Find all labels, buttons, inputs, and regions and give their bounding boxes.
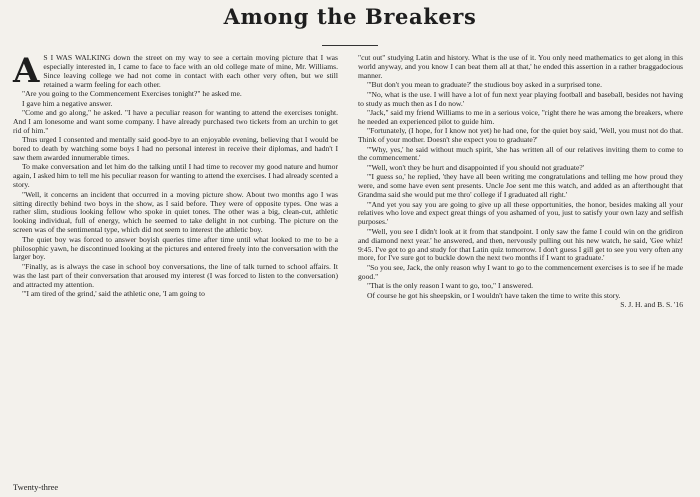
right-column [358, 54, 683, 310]
paragraph: "'But don't you mean to graduate?' the studious boy asked in a surprised tone. [367, 80, 602, 90]
paragraph: "'No, what is the use. I will have a lot of fun next year playing football and baseball, besides not having to study as much then as I do now.' [358, 89, 683, 108]
paragraph: "'And yet you say you are going to give up all these opportunities, the honor, besides making all your relatives who love and expect great things of you ashamed of you, just to satisfy your own lazy and selfish purposes.' [358, 199, 683, 227]
paragraph: "Fortunately, (I hope, for I know not yet) he had one, for the quiet boy said, 'Well, you must not do that. Think of your mother. Doesn't she expect you to graduate?' [358, 126, 683, 145]
paragraph: Thus urged I consented and mentally said good-bye to an enjoyable evening, believing that I would be bored to death by watching some boys I had no personal interest in receive their diplomas, and hadn't I saw them awarded innumerable times. [13, 135, 338, 162]
paragraph: "That is the only reason I want to go, too," I answered. [367, 281, 534, 291]
paragraph: "'Well, won't they be hurt and disappointed if you should not graduate?' [367, 162, 585, 172]
paragraph: "Jack," said my friend Williams to me in a serious voice, "right there he was among the breakers, where he needed an experienced pilot to guide him. [358, 107, 683, 126]
page-number: Twenty-three [13, 482, 59, 492]
paragraph: "'Well, you see I didn't look at it from that standpoint. I only saw the fame I could win on the gridiron and diamond next year.' he answered, and then, nervously pulling out his new watch, he said, 'Gee whiz! 9:45. I've got to go and study for that Latin quiz tomorrow. I don't guess I gill get to see you very often any more, for I've sure got to buckle down the next two months if I want to graduate.' [358, 226, 683, 263]
paragraph: S I WAS WALKING down the street on my way to see a certain moving picture that I was especially interested in, I came to face to face with an old college mate of mine, Mr. Williams. Since leaving college we had not come in contact with each other very often, but we still retained a warm feeling for each other. [43, 53, 338, 89]
title-divider [322, 45, 378, 46]
author-signature: S. J. H. and B. S. '16 [620, 299, 683, 309]
paragraph: "Finally, as is always the case in school boy conversations, the line of talk turned to school affairs. It was the last part of their conversation that aroused my interest (I was forced to listen to the conversation) and attracted my attention. [13, 261, 338, 289]
paragraph: "cut out" studying Latin and history. What is the use of it. You only need mathematics to get along in this world anyway, and you know I can beat them all at that,' he ended this assertion in a rather braggadocious manner. [358, 53, 683, 80]
paragraph: "Well, it concerns an incident that occurred in a moving picture show. About two months ago I was sitting directly behind two boys in the show, as I said before. They were of opposite types. One was a rather slim, studious looking fellow who spoke in quiet tones. The other was a big, clean-cut, athletic looking individual, full of energy, which he seemed to take delight in not curbing. The picture on the screen was of the sentimental type, which did not seem to interest the athletic boy. [13, 189, 338, 235]
paragraph: The quiet boy was forced to answer boyish queries time after time until what looked to me to be a philosophic yawn, he discontinued looking at the pictures and entered freely into the conversation with the larger boy. [13, 234, 338, 262]
paragraph: "Come and go along," he asked. "I have a peculiar reason for wanting to attend the exercises tonight. And I am lonesome and want some company. I have already purchased two tickets from an urchin to get rid of him." [13, 107, 338, 135]
page-title: Among the Breakers [223, 4, 477, 29]
drop-cap: A [13, 51, 40, 91]
paragraph: "Are you going to the Commencement Exercises tonight?" he asked me. [22, 89, 242, 99]
paragraph: "So you see, Jack, the only reason why I want to go to the commencement exercises is to see if he made good." [358, 262, 683, 281]
paragraph: To make conversation and let him do the talking until I had time to recover my good nature and humor again, I asked him to tell me his peculiar reason for wanting to attend the exercises. I had already scented a story. [13, 162, 338, 190]
paragraph: Of course he got his sheepskin, or I wouldn't have taken the time to write this story. [367, 290, 621, 300]
paragraph: "'I guess so,' he replied, 'they have all been writing me congratulations and telling me how proud they were, and some have even sent presents. Uncle Joe sent me this watch, and added as an afterthought that Grandma said she would put me thro' college if I graduated all right.' [358, 172, 683, 200]
paragraph: "'I am tired of the grind,' said the athletic one, 'I am going to [22, 289, 205, 299]
paragraph: "'Why, yes,' he said without much spirit, 'she has written all of our relatives inviting them to come to the commencement.' [358, 144, 683, 163]
paragraph: I gave him a negative answer. [22, 98, 113, 108]
left-column [13, 51, 338, 299]
